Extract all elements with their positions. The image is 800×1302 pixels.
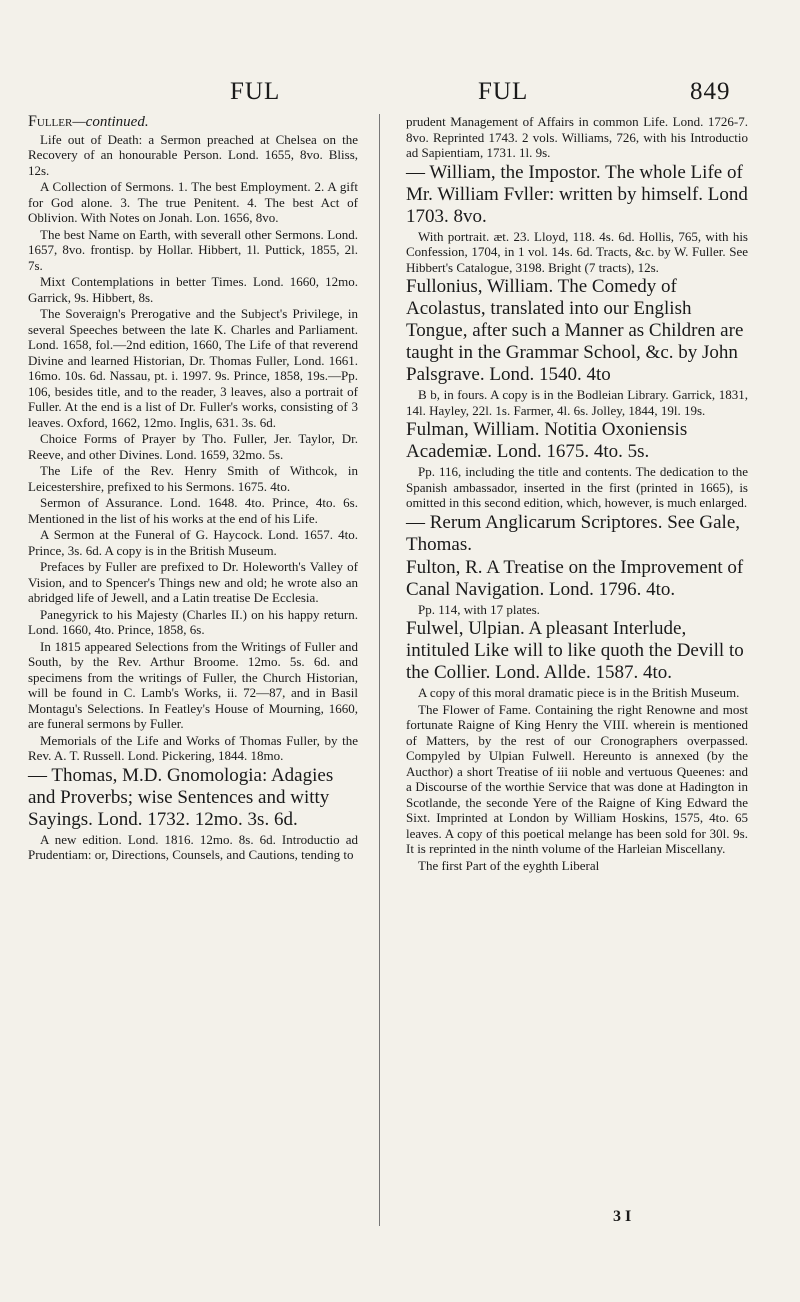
header-right-word: FUL xyxy=(478,78,529,105)
entry-notes: The first Part of the eyghth Liberal xyxy=(418,857,600,873)
entry-title-william: — William, the Impostor. The whole Life of Mr. William Fvller: written by himself. Lond 1703. 8vo. xyxy=(406,161,748,227)
entry-paragraph: A Sermon at the Funeral of G. Haycock. Lond. 1657. 4to. Prince, 3s. 6d. A copy is in the British Museum. xyxy=(28,527,358,558)
entry-title-rerum: — Rerum Anglicarum Scriptores. See Gale, Thomas. xyxy=(406,511,741,555)
entry-paragraph: Mixt Contemplations in better Times. Lond. 1660, 12mo. Garrick, 9s. Hibbert, 8s. xyxy=(28,274,358,305)
entry-paragraph: The Soveraign's Prerogative and the Subject's Privilege, in several Speeches between the late K. Charles and Parliament. Lond. 1658, fol.—2nd edition, 1660, The Life of that reverend Divine and learned Historian, Dr. Thomas Fuller, Lond. 1661. 16mo. 10s. 6d. Nassau, pt. i. 1997. 9s. Prince, 1858, 19s.—Pp. 106, besides title, and to the reader, 3 leaves, also a portrait of Fuller. At the end is a list of Dr. Fuller's works, consisting of 3 leaves. Oxford, 1662, 12mo. Inglis, 631. 3s. 6d. xyxy=(28,306,358,430)
left-column xyxy=(28,114,358,864)
entry-paragraph: The best Name on Earth, with severall other Sermons. Lond. 1657, 8vo. frontisp. by Hollar. Hibbert, 1l. Puttick, 1855, 2l. 7s. xyxy=(28,226,358,273)
entry-notes: The Flower of Fame. Containing the right Renowne and most fortunate Raigne of King Henry the VIII. wherein is mentioned of Matters, by the rest of our Cronographers overpassed. Compyled by Ulpian Fulwell. Hereunto is annexed (by the Aucthor) a short Treatise of iii noble and vertuous Queenes: and a Discourse of the worthie Service that was done at Hadington in Scotlande, the seconde Yere of the Raigne of King Edward the Sixt. Imprinted at London by William Hoskins, 1575, 4to. 65 leaves. A copy of this poetical melange has been sold for 30l. 9s. It is reprinted in the ninth volume of the Harleian Miscellany. xyxy=(406,701,748,856)
page-number: 849 xyxy=(690,78,731,105)
entry-notes: Pp. 116, including the title and contents. The dedication to the Spanish ambassador, inserted in the first (printed in 1665), is omitted in this second edition, which, however, is much enlarged. xyxy=(406,464,748,510)
entry-paragraph: In 1815 appeared Selections from the Writings of Fuller and South, by the Rev. Arthur Broome. 12mo. 5s. 6d. and specimens from the writings of Fuller, the Church Historian, will be found in C. Lamb's Works, ii. 72—87, and in Basil Montagu's Selections. In Featley's House of Mourning, 1660, are funeral sermons by Fuller. xyxy=(28,638,358,731)
entry-paragraph: Memorials of the Life and Works of Thomas Fuller, by the Rev. A. T. Russell. Lond. Pickering, 1844. 18mo. xyxy=(28,732,358,763)
right-column xyxy=(406,114,748,874)
entry-notes: A copy of this moral dramatic piece is in the British Museum. xyxy=(418,685,740,700)
entry-paragraph: Prefaces by Fuller are prefixed to Dr. Holeworth's Valley of Vision, and to Spencer's Things new and old; he wrote also an abridged life of Jewell, and a Latin treatise De Ecclesia. xyxy=(28,559,358,605)
entry-title-fulman: Fulman, William. Notitia Oxoniensis Academiæ. Lond. 1675. 4to. 5s. xyxy=(406,419,688,462)
entry-paragraph: prudent Management of Affairs in common Life. Lond. 1726-7. 8vo. Reprinted 1743. 2 vols. Williams, 726, with his Introductio ad Sapientiam, 1731. 1l. 9s. xyxy=(406,114,748,160)
entry-notes: Pp. 114, with 17 plates. xyxy=(418,601,540,617)
column-divider xyxy=(379,114,380,1226)
entry-title-gnomologia: — Thomas, M.D. Gnomologia: Adagies and Proverbs; wise Sentences and witty Sayings. Lond. 1732. 12mo. 3s. 6d. xyxy=(28,764,334,830)
entry-title-fullonius: Fullonius, William. The Comedy of Acolastus, translated into our English Tongue, after such a Manner as Children are taught in the Grammar School, &c. by John Palsgrave. Lond. 1540. 4to xyxy=(406,276,744,385)
entry-paragraph: A new edition. Lond. 1816. 12mo. 8s. 6d. Introductio ad Prudentiam: or, Directions, Counsels, and Cautions, tending to xyxy=(28,831,358,862)
entry-title-fulton: Fulton, R. A Treatise on the Improvement of Canal Navigation. Lond. 1796. 4to. xyxy=(406,556,744,600)
heading-rest: —continued. xyxy=(72,114,149,130)
running-header xyxy=(0,78,800,108)
entry-paragraph: Choice Forms of Prayer by Tho. Fuller, Jer. Taylor, Dr. Reeve, and other Divines. Lond. 1659, 32mo. 5s. xyxy=(28,431,358,462)
entry-paragraph: The Life of the Rev. Henry Smith of Withcok, in Leicestershire, prefixed to his Sermons. 1675. 4to. xyxy=(28,463,358,494)
header-left-word: FUL xyxy=(230,78,281,105)
entry-notes: With portrait. æt. 23. Lloyd, 118. 4s. 6d. Hollis, 765, with his Confession, 1704, in 1 vol. 14s. 6d. Tracts, &c. by W. Fuller. See Hibbert's Catalogue, 3198. Bright (7 tracts), 12s. xyxy=(406,228,748,275)
signature-mark: 3 I xyxy=(613,1208,632,1225)
entry-notes: B b, in fours. A copy is in the Bodleian Library. Garrick, 1831, 14l. Hayley, 22l. 1s. Farmer, 4l. 6s. Jolley, 1844, 19l. 19s. xyxy=(406,387,748,418)
entry-paragraph: Panegyrick to his Majesty (Charles II.) on his happy return. Lond. 1660, 4to. Prince, 1858, 6s. xyxy=(28,606,358,637)
entry-title-fulwel: Fulwel, Ulpian. A pleasant Interlude, intituled Like will to like quoth the Devill to the Collier. Lond. Allde. 1587. 4to. xyxy=(406,618,744,683)
entry-paragraph: A Collection of Sermons. 1. The best Employment. 2. A gift for God alone. 3. The true Penitent. 4. The best Act of Oblivion. With Notes on Jonah. Lon. 1656, 8vo. xyxy=(28,179,358,225)
continued-heading xyxy=(28,114,358,131)
entry-paragraph: Life out of Death: a Sermon preached at Chelsea on the Recovery of an honourable Person. Lond. 1655, 8vo. Bliss, 12s. xyxy=(28,131,358,178)
heading-name: Fuller xyxy=(28,113,73,130)
entry-paragraph: Sermon of Assurance. Lond. 1648. 4to. Prince, 4to. 6s. Mentioned in the list of his works at the end of his Life. xyxy=(28,495,358,526)
